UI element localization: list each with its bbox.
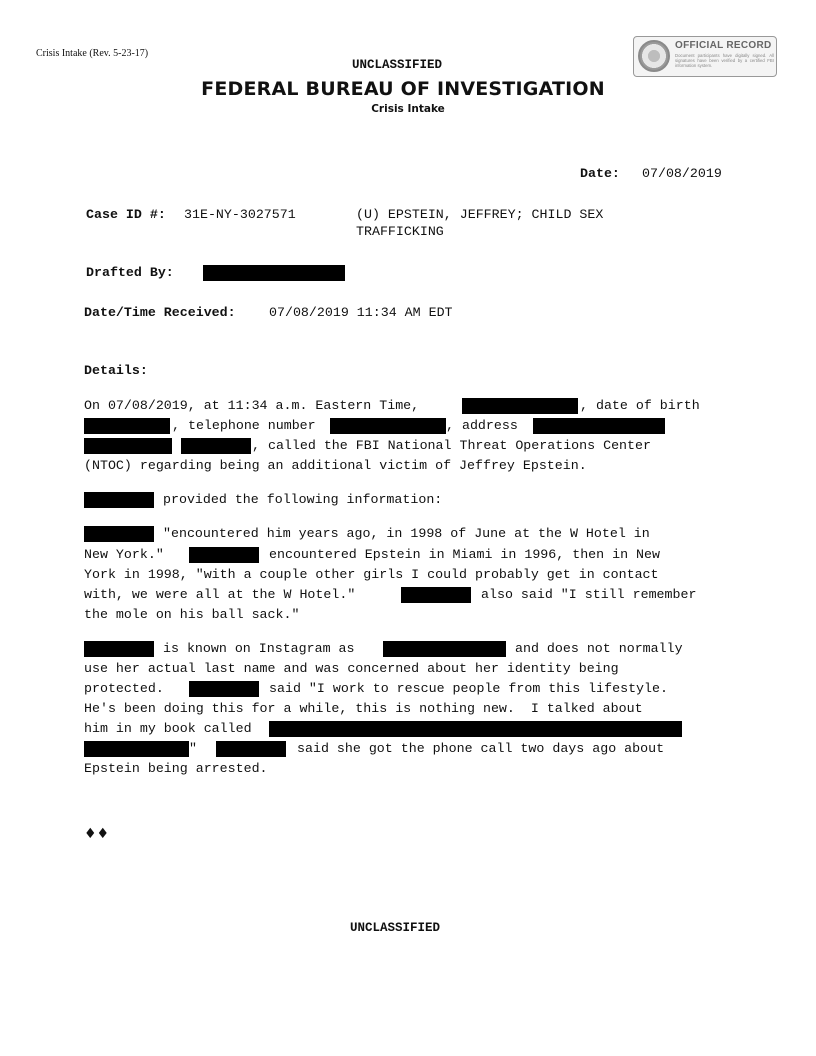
redaction-block — [84, 438, 172, 454]
p3-line-1: "encountered him years ago, in 1998 of June at the W Hotel in — [163, 526, 650, 541]
p1-line-1b: , date of birth — [580, 398, 700, 413]
redaction-block — [84, 741, 189, 757]
redaction-block — [462, 398, 578, 414]
redaction-block — [216, 741, 286, 757]
official-record-stamp — [633, 36, 777, 77]
end-of-document-mark: ♦♦ — [84, 826, 110, 842]
p4-line-1a: is known on Instagram as — [163, 641, 355, 656]
case-id-value: 31E-NY-3027571 — [184, 207, 296, 222]
redaction-block — [84, 492, 154, 508]
p3-line-3: York in 1998, "with a couple other girls I could probably get in contact — [84, 567, 659, 582]
redaction-block — [383, 641, 506, 657]
p4-line-1b: and does not normally — [515, 641, 683, 656]
fbi-seal-icon — [638, 40, 670, 72]
p3-line-5: the mole on his ball sack." — [84, 607, 300, 622]
details-label: Details: — [84, 363, 148, 378]
redaction-block — [189, 547, 259, 563]
redaction-block — [330, 418, 446, 434]
received-label: Date/Time Received: — [84, 305, 236, 320]
redaction-block — [533, 418, 665, 434]
stamp-title: OFFICIAL RECORD — [675, 40, 772, 51]
p4-line-2: use her actual last name and was concerned about her identity being — [84, 661, 619, 676]
p4-line-5: him in my book called — [84, 721, 252, 736]
p4-line-3a: protected. — [84, 681, 164, 696]
p4-line-3b: said "I work to rescue people from this lifestyle. — [269, 681, 668, 696]
p1-line-4: (NTOC) regarding being an additional victim of Jeffrey Epstein. — [84, 458, 587, 473]
p4-line-7: Epstein being arrested. — [84, 761, 268, 776]
case-subject-line-2: TRAFFICKING — [356, 224, 444, 239]
agency-title: FEDERAL BUREAU OF INVESTIGATION — [201, 78, 605, 100]
drafted-by-label: Drafted By: — [86, 265, 174, 280]
date-label: Date: — [580, 166, 620, 181]
stamp-text: Document participants have digitally signed. All signatures have been verified by a certified FBI information system. — [675, 53, 774, 69]
p1-line-1a: On 07/08/2019, at 11:34 a.m. Eastern Time, — [84, 398, 420, 413]
form-revision: Crisis Intake (Rev. 5-23-17) — [36, 48, 149, 59]
p1-line-2a: , telephone number — [172, 418, 316, 433]
redaction-block — [401, 587, 471, 603]
case-subject-line-1: (U) EPSTEIN, JEFFREY; CHILD SEX — [356, 207, 604, 222]
redaction-block — [84, 418, 170, 434]
form-subtitle: Crisis Intake — [371, 103, 445, 115]
redaction-block — [181, 438, 251, 454]
p4-line-6a: " — [189, 741, 197, 756]
received-value: 07/08/2019 11:34 AM EDT — [269, 305, 453, 320]
redaction-block — [84, 641, 154, 657]
p3-line-2a: New York." — [84, 547, 164, 562]
p1-line-3: , called the FBI National Threat Operations Center — [252, 438, 651, 453]
p2-line-1: provided the following information: — [163, 492, 443, 507]
redaction-block — [269, 721, 682, 737]
p3-line-4b: also said "I still remember — [481, 587, 697, 602]
redaction-block — [203, 265, 345, 281]
case-id-label: Case ID #: — [86, 207, 166, 222]
p3-line-4a: with, we were all at the W Hotel." — [84, 587, 356, 602]
date-value: 07/08/2019 — [642, 166, 722, 181]
classification-marking-top: UNCLASSIFIED — [352, 58, 443, 72]
p3-line-2b: encountered Epstein in Miami in 1996, then in New — [269, 547, 660, 562]
p4-line-4: He's been doing this for a while, this is nothing new. I talked about — [84, 701, 643, 716]
p4-line-6b: said she got the phone call two days ago about — [297, 741, 665, 756]
redaction-block — [84, 526, 154, 542]
p1-line-2b: , address — [446, 418, 518, 433]
redaction-block — [189, 681, 259, 697]
classification-marking-bottom: UNCLASSIFIED — [350, 921, 441, 935]
